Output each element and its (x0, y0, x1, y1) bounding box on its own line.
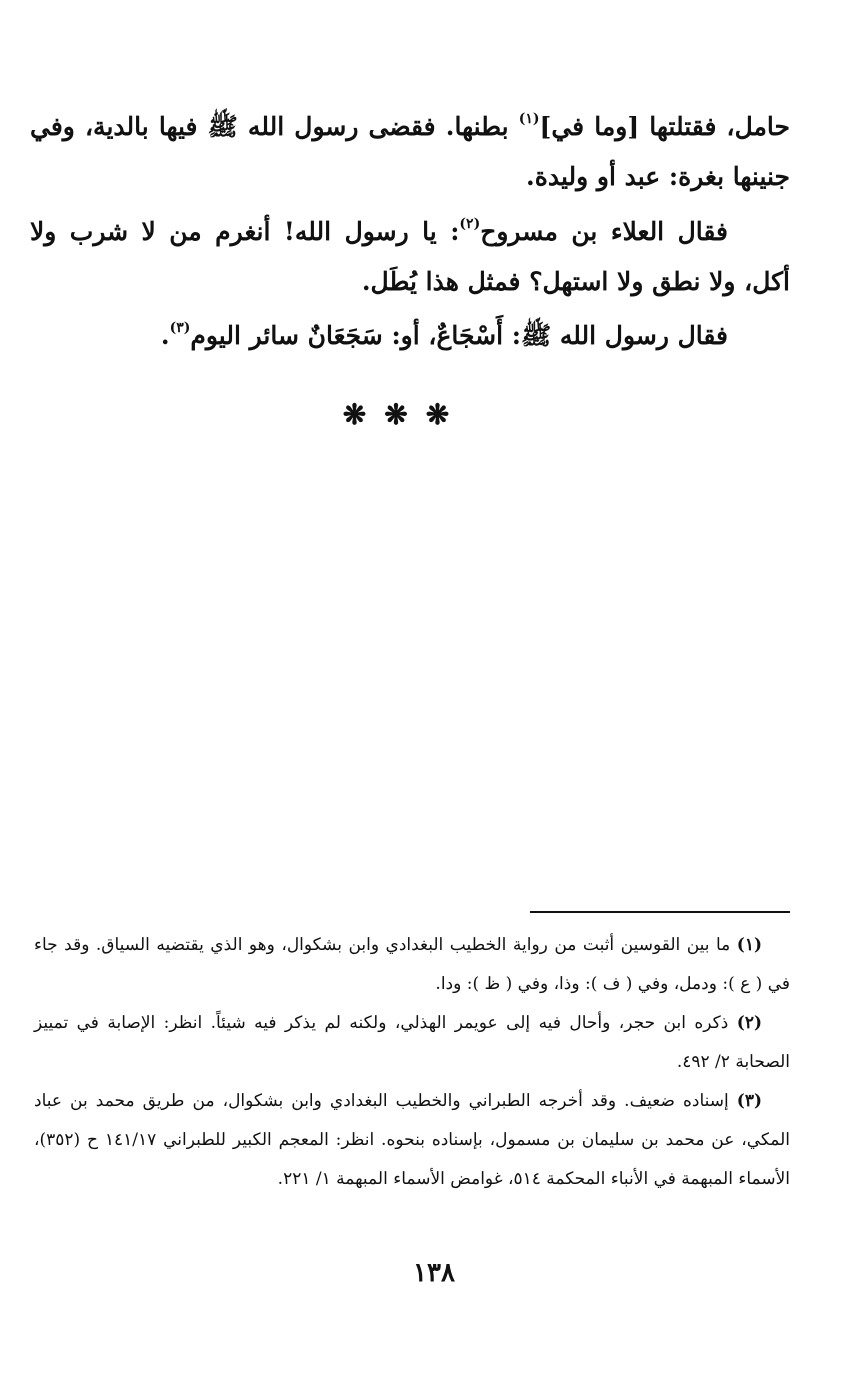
footnote-1 (34, 926, 790, 1004)
footnote-2 (34, 1004, 790, 1082)
footnote-3 (34, 1082, 790, 1199)
paragraph-2-text-b: : يا رسول الله! أنغرم من لا شرب ولا أكل، ولا نطق ولا استهل؟ فمثل هذا يُطَل. (30, 217, 790, 296)
footnote-1-number: (١) (736, 935, 762, 955)
footnote-2-text: ذكره ابن حجر، وأحال فيه إلى عويمر الهذلي، ولكنه لم يذكر فيه شيئاً. انظر: الإصابة في تمييز الصحابة ٢/ ٤٩٢. (34, 1013, 790, 1072)
paragraph-3-text-b: . (160, 321, 170, 350)
footnote-ref-2[interactable]: (٢) (459, 216, 481, 232)
paragraph-3-text-a: فقال رسول الله ﷺ: أَسْجَاعٌ، أو: سَجَعَانٌ سائر اليوم (190, 321, 728, 350)
footnote-3-number: (٣) (736, 1091, 762, 1111)
footnote-ref-3[interactable]: (٣) (169, 320, 191, 336)
footnote-ref-1[interactable]: (١) (518, 111, 540, 127)
footnotes-section (34, 926, 790, 1199)
main-paragraph-3 (30, 311, 790, 361)
paragraph-2-text-a: فقال العلاء بن مسروح (480, 217, 728, 246)
main-paragraph-2 (30, 207, 790, 307)
page-number: ١٣٨ (413, 1258, 455, 1288)
footnote-divider (530, 911, 790, 913)
paragraph-1-text-a: حامل، فقتلتها [وما في] (539, 112, 790, 141)
paragraph-1-text-b: بطنها. فقضى رسول الله ﷺ فيها بالدية، وفي جنينها بغرة: عبد أو وليدة. (30, 112, 790, 191)
section-ornament-icon: ❋❋❋ (342, 398, 468, 431)
footnote-1-text: ما بين القوسين أثبت من رواية الخطيب البغدادي وابن بشكوال، وهو الذي يقتضيه السياق. وقد جاء في ( ع ): ودمل، وفي ( ف ): وذا، وفي ( ظ ): ودا. (34, 935, 790, 994)
footnote-3-text: إسناده ضعيف. وقد أخرجه الطبراني والخطيب البغدادي وابن بشكوال، من طريق محمد بن عباد المكي، عن محمد بن سليمان بن مسمول، بإسناده بنحوه. انظر: المعجم الكبير للطبراني ١٤١/١٧ ح (٣٥٢)، الأسماء المبهمة في الأنباء المحكمة ٥١٤، غوامض الأسماء المبهمة ١/ ٢٢١. (34, 1091, 790, 1189)
footnote-2-number: (٢) (736, 1013, 762, 1033)
main-paragraph-1 (30, 102, 790, 202)
